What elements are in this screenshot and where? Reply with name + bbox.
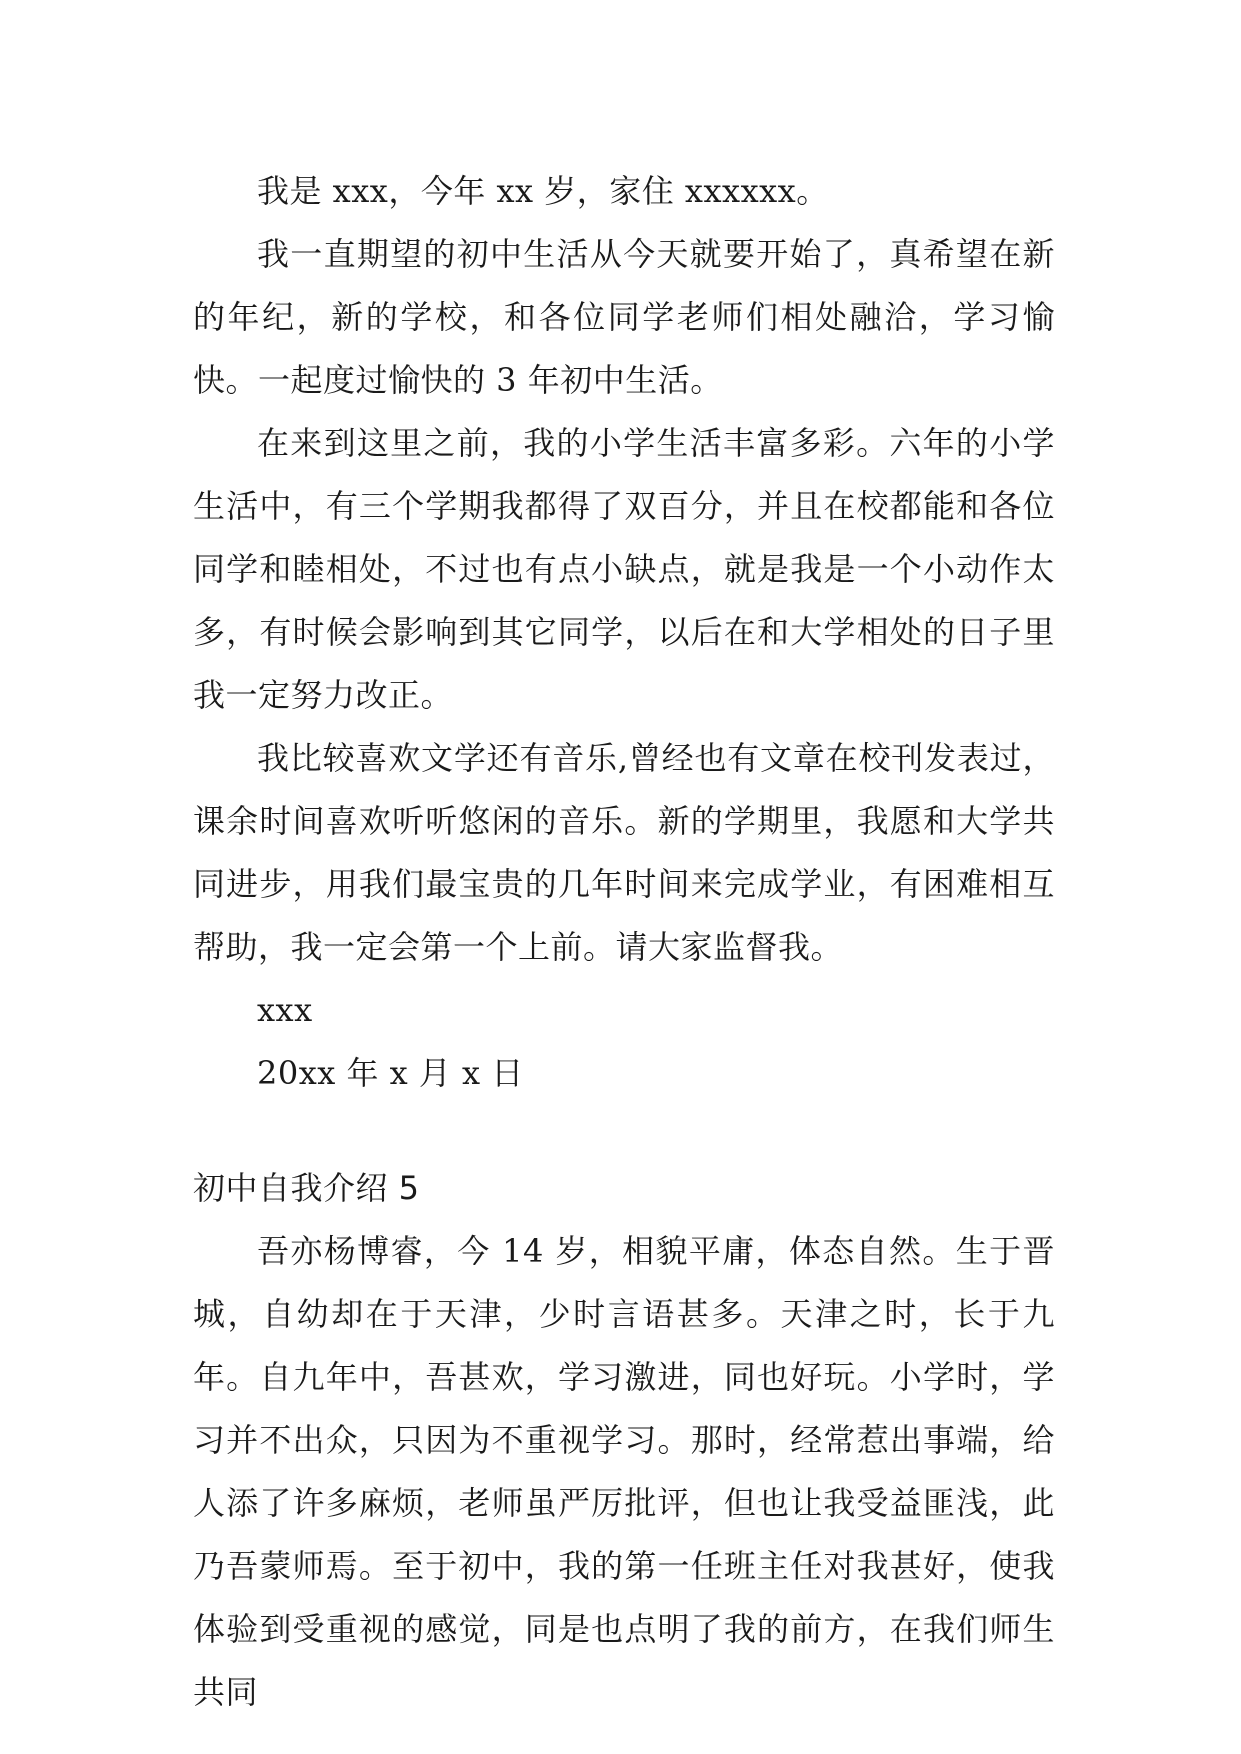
- signature-date: 20xx 年 x 月 x 日: [257, 1054, 524, 1092]
- paragraph-intro: 我是 xxx，今年 xx 岁，家住 xxxxxx。: [257, 172, 829, 210]
- signature-name: xxx: [257, 991, 313, 1029]
- section-heading: 初中自我介绍 5: [193, 1169, 420, 1207]
- paragraph-primary-school: 在来到这里之前，我的小学生活丰富多彩。六年的小学生活中，有三个学期我都得了双百分，并且在校都能和各位同学和睦相处，不过也有点小缺点，就是我是一个小动作太多，有时候会影响到其它同学，以后在和大学相处的日子里我一定努力改正。: [193, 424, 1055, 714]
- document-body: [193, 160, 1055, 1724]
- paragraph-expectation: 我一直期望的初中生活从今天就要开始了，真希望在新的年纪，新的学校，和各位同学老师们相处融洽，学习愉快。一起度过愉快的 3 年初中生活。: [193, 235, 1055, 399]
- paragraph-section-body: 吾亦杨博睿，今 14 岁，相貌平庸，体态自然。生于晋城，自幼却在于天津，少时言语甚多。天津之时，长于九年。自九年中，吾甚欢，学习激进，同也好玩。小学时，学习并不出众，只因为不重视学习。那时，经常惹出事端，给人添了许多麻烦，老师虽严厉批评，但也让我受益匪浅，此乃吾蒙师焉。至于初中，我的第一任班主任对我甚好，使我体验到受重视的感觉，同是也点明了我的前方，在我们师生共同: [193, 1232, 1055, 1711]
- paragraph-hobbies: 我比较喜欢文学还有音乐,曾经也有文章在校刊发表过，课余时间喜欢听听悠闲的音乐。新的学期里，我愿和大学共同进步，用我们最宝贵的几年时间来完成学业，有困难相互帮助，我一定会第一个上前。请大家监督我。: [193, 739, 1055, 966]
